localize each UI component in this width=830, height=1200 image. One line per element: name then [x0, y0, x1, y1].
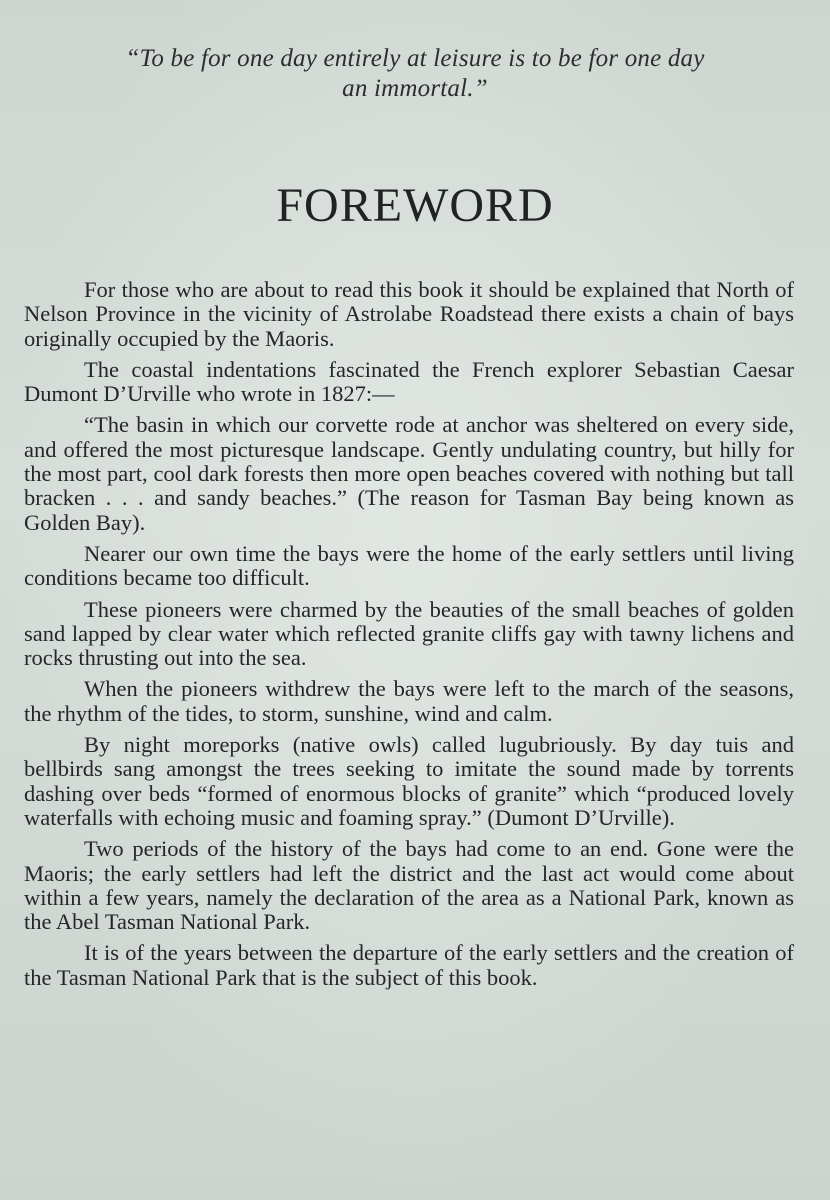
paragraph-9: It is of the years between the departure of the early settlers and the creation of the Tasman National Park that is the subject of this book.	[24, 940, 794, 990]
paragraph-5: These pioneers were charmed by the beauties of the small beaches of golden sand lapped by clear water which reflected granite cliffs gay with tawny lichens and rocks thrusting out into the sea.	[24, 596, 794, 671]
epigraph-line-2: an immortal.”	[342, 75, 488, 102]
foreword-body	[24, 278, 794, 997]
paragraph-3-quote: “The basin in which our corvette rode at anchor was sheltered on every side, and offered the most picturesque landscape. Gently undulating country, but hilly for the most part, cool dark forests then more open beaches covered with nothing but tall bracken . . . and sandy beaches.” (The reason for Tasman Bay being known as Golden Bay).	[24, 412, 794, 535]
page-title: FOREWORD	[276, 179, 554, 232]
epigraph-line-1: “To be for one day entirely at leisure is to be for one day	[125, 45, 705, 72]
paragraph-1: For those who are about to read this book it should be explained that North of Nelson Province in the vicinity of Astrolabe Roadstead there exists a chain of bays originally occupied by the Maoris.	[24, 277, 794, 351]
epigraph-quote	[30, 44, 800, 104]
paragraph-2: The coastal indentations fascinated the French explorer Sebastian Caesar Dumont D’Urville who wrote in 1827:—	[24, 356, 794, 407]
paragraph-4: Nearer our own time the bays were the home of the early settlers until living conditions became too difficult.	[24, 540, 794, 591]
paragraph-8: Two periods of the history of the bays had come to an end. Gone were the Maoris; the early settlers had left the district and the last act would come about within a few years, namely the declaration of the area as a National Park, known as the Abel Tasman National Park.	[24, 836, 794, 935]
paragraph-7: By night moreporks (native owls) called lugubriously. By day tuis and bellbirds sang amongst the trees seeking to imitate the sound made by torrents dashing over beds “formed of enormous blocks of granite” which “produced lovely waterfalls with echoing music and foaming spray.” (Dumont D’Urville).	[24, 732, 794, 830]
paragraph-6: When the pioneers withdrew the bays were left to the march of the seasons, the rhythm of the tides, to storm, sunshine, wind and calm.	[24, 676, 794, 726]
